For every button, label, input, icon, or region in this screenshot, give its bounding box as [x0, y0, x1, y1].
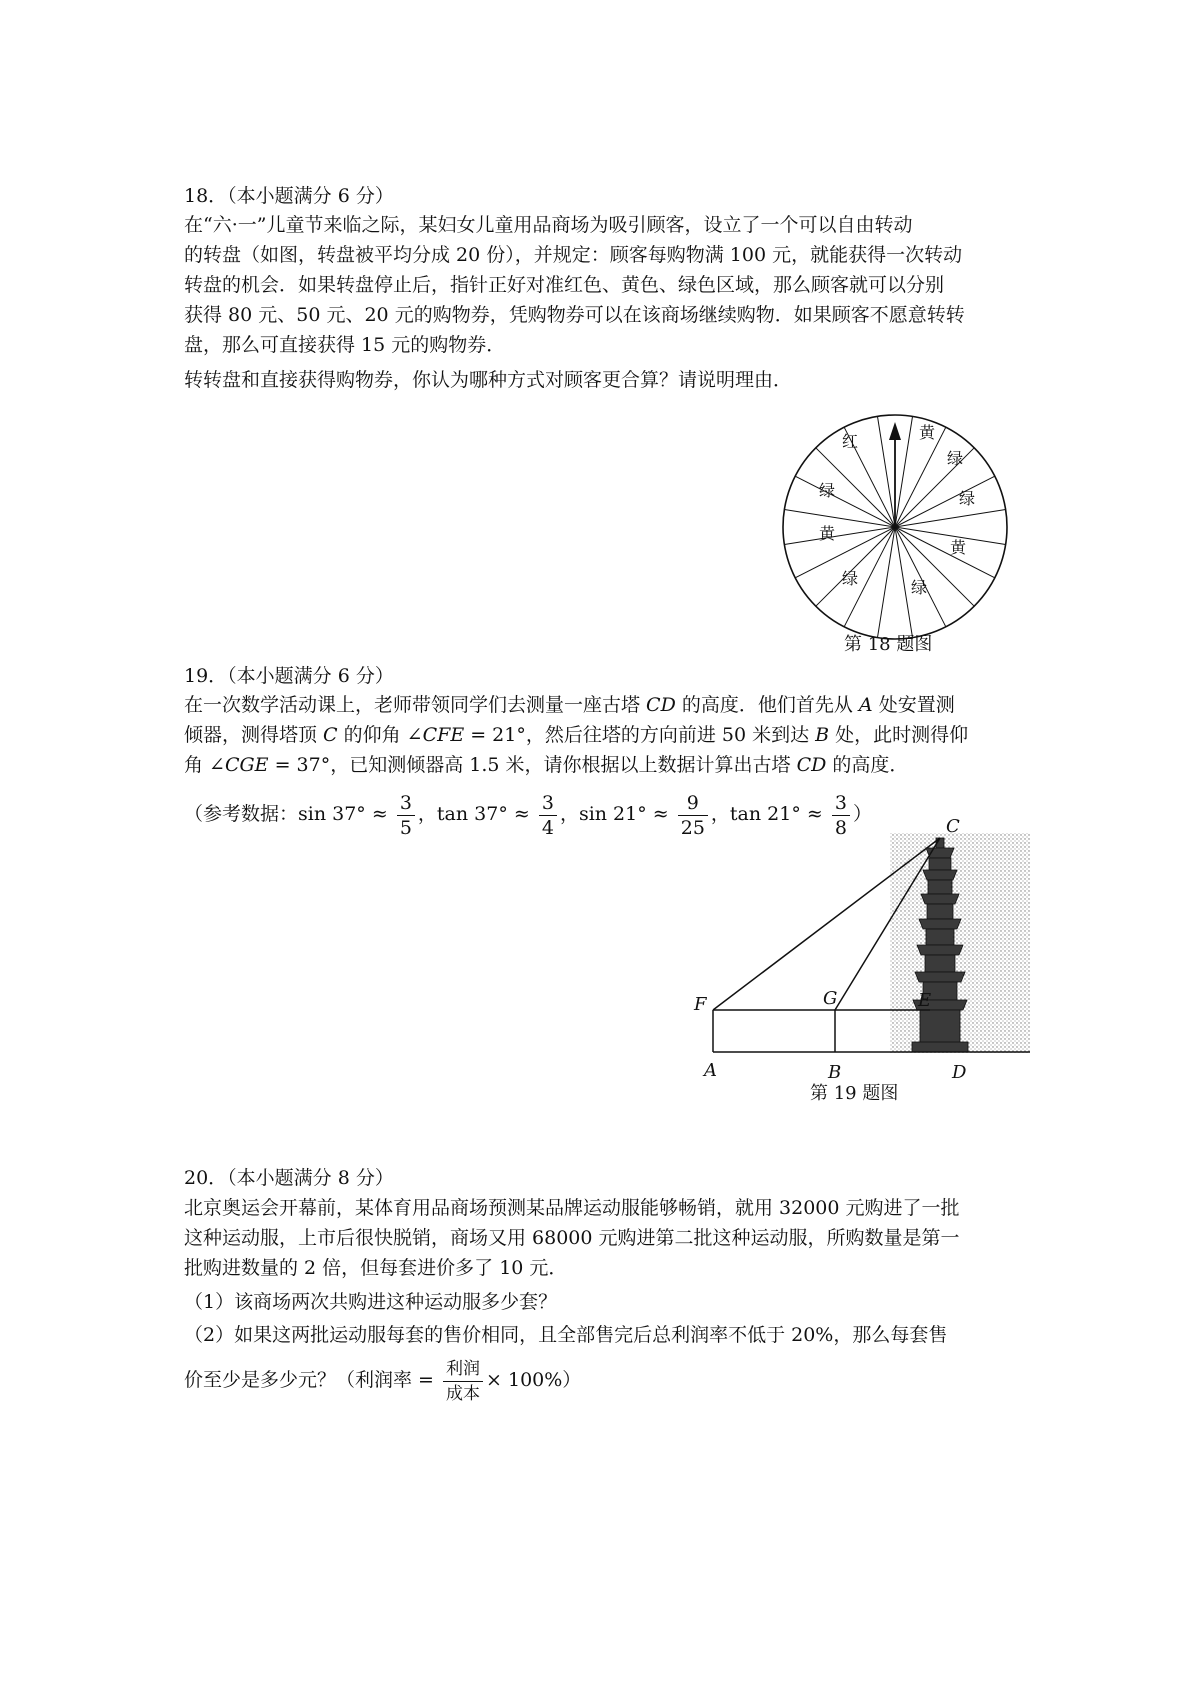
wheel-labels	[819, 423, 975, 597]
q18-question-line: 转转盘和直接获得购物券，你认为哪种方式对顾客更合算？请说明理由．	[184, 369, 793, 391]
spinner-wheel-figure	[770, 402, 1020, 652]
q18-figure-caption: 第 18 题图	[844, 634, 933, 655]
point-label-c: C	[946, 816, 960, 837]
q18-text-line: 转盘的机会．如果转盘停止后，指针正好对准红色、黄色、绿色区域，那么顾客就可以分别	[184, 274, 945, 296]
wheel-sector-label: 绿	[946, 449, 964, 468]
q20-text-line: 批购进数量的 2 倍，但每套进价多了 10 元．	[184, 1257, 568, 1279]
q19-header: 19．（本小题满分 6 分）	[184, 665, 394, 687]
q18-text-line: 获得 80 元、50 元、20 元的购物券，凭购物券可以在该商场继续购物．如果顾客不愿意转转	[184, 304, 965, 326]
q19-text-line: 在一次数学活动课上，老师带领同学们去测量一座古塔 CD 的高度．他们首先从 A 处安置测	[184, 694, 955, 716]
wheel-sector-label: 绿	[910, 578, 928, 597]
q20-text-line: 这种运动服，上市后很快脱销，商场又用 68000 元购进第二批这种运动服，所购数量是第一	[184, 1227, 960, 1249]
wheel-sector-label: 黄	[818, 524, 836, 543]
q20-header: 20．（本小题满分 8 分）	[184, 1167, 394, 1189]
wheel-sector-label: 绿	[841, 569, 859, 588]
fraction: $\frac{3}{8}$	[832, 791, 850, 840]
point-label-g: G	[823, 988, 838, 1009]
wheel-sector-label: 绿	[818, 481, 836, 500]
q18-text-line: 的转盘（如图，转盘被平均分成 20 份），并规定：顾客每购物满 100 元，就能获得一次转动	[184, 244, 963, 266]
pagoda-measurement-figure	[680, 810, 1030, 1080]
q20-text-line: 北京奥运会开幕前，某体育用品商场预测某品牌运动服能够畅销，就用 32000 元购进了一批	[184, 1197, 960, 1219]
q19-reference-data: （参考数据：sin 37° ≈ $\frac{3}{5}$ ，tan 37° ≈ $\frac{3}{4}$ ，sin 21° ≈ $\frac{9}{25}$ ，tan 21° ≈ $\frac{3}{8}$ ）	[184, 791, 872, 839]
point-label-f: F	[694, 994, 707, 1015]
q18-text-line: 在“六·一”儿童节来临之际，某妇女儿童用品商场为吸引顾客，设立了一个可以自由转动	[184, 214, 913, 236]
q19-text-line: 倾器，测得塔顶 C 的仰角 ∠CFE = 21°，然后往塔的方向前进 50 米到达 B 处，此时测得仰	[184, 724, 969, 746]
wheel-sector-label: 黄	[949, 538, 967, 557]
point-label-a: A	[704, 1060, 717, 1080]
q18-header: 18．（本小题满分 6 分）	[184, 185, 394, 207]
profit-rate-fraction: $\frac{\text{利润}}{\text{成本}}$	[443, 1357, 483, 1406]
point-label-d: D	[952, 1062, 967, 1080]
q20-subquestion-1: （1）该商场两次共购进这种运动服多少套？	[184, 1291, 558, 1313]
q20-subquestion-2: （2）如果这两批运动服每套的售价相同，且全部售完后总利润率不低于 20%，那么每套售	[184, 1324, 948, 1346]
fraction: $\frac{3}{5}$	[397, 791, 415, 840]
point-label-e: E	[918, 990, 932, 1011]
wheel-sector-label: 红	[841, 432, 859, 451]
point-label-b: B	[828, 1062, 842, 1080]
q19-text-line: 角 ∠CGE = 37°，已知测倾器高 1.5 米，请你根据以上数据计算出古塔 CD 的高度．	[184, 754, 909, 776]
q20-last-line: 价至少是多少元？（利润率 = $\frac{\text{利润}}{\text{成本}}$ × 100%）	[184, 1358, 582, 1404]
fraction: $\frac{3}{4}$	[539, 791, 557, 840]
wheel-pointer-arrow	[889, 422, 901, 527]
q19-figure-caption: 第 19 题图	[810, 1083, 899, 1104]
q18-text-line: 盘，那么可直接获得 15 元的购物券．	[184, 334, 506, 356]
fraction: $\frac{9}{25}$	[678, 791, 708, 840]
wheel-sector-label: 黄	[918, 423, 936, 442]
wheel-sector-label: 绿	[958, 489, 976, 508]
